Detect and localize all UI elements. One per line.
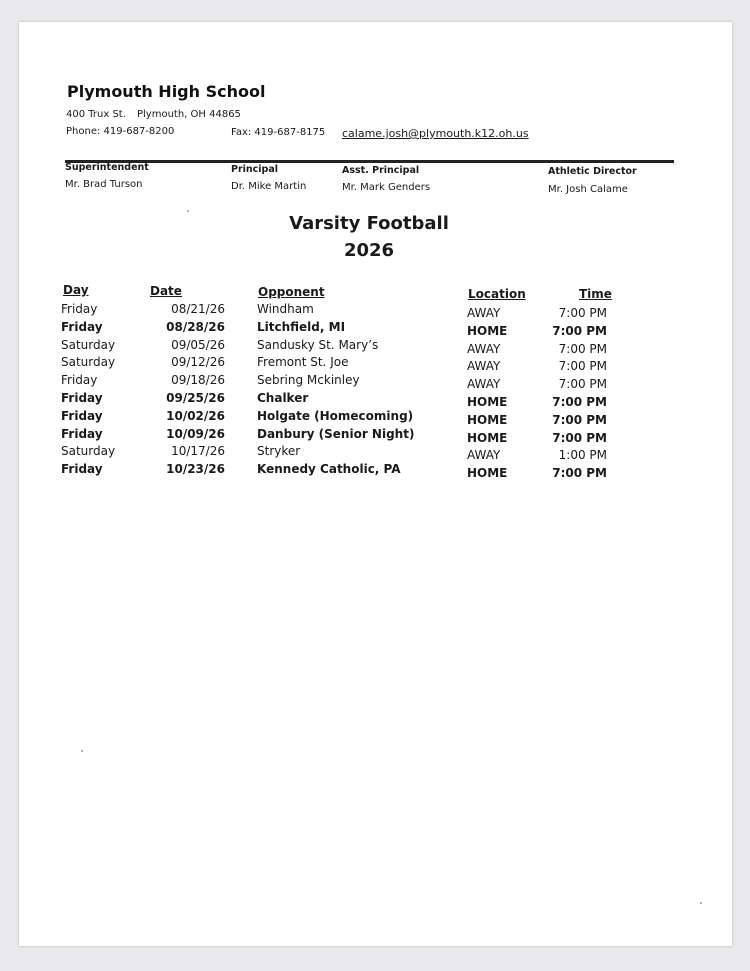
game-date-cell: 10/23/26 <box>166 462 225 477</box>
asst-principal-name: Mr. Mark Genders <box>342 182 431 193</box>
game-time-cell: 1:00 PM <box>558 448 607 463</box>
game-date-cell: 10/02/26 <box>166 408 225 423</box>
game-day-cell: Friday <box>61 373 98 388</box>
game-date-cell: 10/17/26 <box>171 444 225 459</box>
game-opponent-cell: Litchfield, MI <box>257 319 346 334</box>
column-header-day: Day <box>63 283 89 297</box>
game-location-cell: AWAY <box>467 306 501 320</box>
game-location-cell: AWAY <box>467 448 501 463</box>
game-opponent-cell: Windham <box>257 302 314 316</box>
game-opponent-cell: Sandusky St. Mary’s <box>257 337 379 352</box>
game-day-cell: Friday <box>61 408 103 423</box>
column-header-date: Date <box>150 284 182 298</box>
school-name: Plymouth High School <box>67 82 266 101</box>
scan-speck <box>700 902 702 904</box>
game-day-cell: Saturday <box>61 337 116 352</box>
street-address: 400 Trux St. <box>66 109 126 120</box>
game-day-cell: Friday <box>61 319 103 334</box>
game-day-cell: Saturday <box>61 355 116 370</box>
game-time-cell: 7:00 PM <box>552 430 607 445</box>
column-header-location: Location <box>468 287 526 301</box>
game-location-cell: AWAY <box>467 359 501 374</box>
game-time-cell: 7:00 PM <box>558 359 607 374</box>
principal-name: Dr. Mike Martin <box>231 181 307 192</box>
superintendent-name: Mr. Brad Turson <box>65 179 143 190</box>
game-location-cell: HOME <box>467 323 508 338</box>
scan-speck <box>187 210 189 212</box>
game-opponent-cell: Stryker <box>257 444 301 459</box>
document-page <box>19 22 732 946</box>
game-date-cell: 09/12/26 <box>171 355 225 370</box>
game-opponent-cell: Fremont St. Joe <box>257 355 349 370</box>
game-time-cell: 7:00 PM <box>552 412 607 427</box>
athletic-director-title: Athletic Director <box>548 166 637 177</box>
game-day-cell: Friday <box>61 302 98 316</box>
game-location-cell: AWAY <box>467 341 501 356</box>
email-link[interactable]: calame.josh@plymouth.k12.oh.us <box>342 127 529 140</box>
game-location-cell: AWAY <box>467 377 501 392</box>
phone-number: Phone: 419-687-8200 <box>66 126 175 137</box>
game-date-cell: 09/18/26 <box>171 373 225 388</box>
game-opponent-cell: Danbury (Senior Night) <box>257 426 415 441</box>
game-day-cell: Friday <box>61 426 103 441</box>
game-date-cell: 09/05/26 <box>171 337 225 352</box>
header-divider <box>65 160 674 163</box>
game-location-cell: HOME <box>467 430 508 445</box>
game-time-cell: 7:00 PM <box>552 395 607 409</box>
game-date-cell: 08/21/26 <box>171 302 225 316</box>
game-opponent-cell: Sebring Mckinley <box>257 373 360 388</box>
game-date-cell: 10/09/26 <box>166 426 225 441</box>
game-day-cell: Friday <box>61 462 103 477</box>
principal-title: Principal <box>231 164 279 175</box>
game-time-cell: 7:00 PM <box>558 341 607 356</box>
superintendent-title: Superintendent <box>65 162 149 173</box>
game-date-cell: 09/25/26 <box>166 391 225 405</box>
schedule-year: 2026 <box>343 240 395 261</box>
game-location-cell: HOME <box>467 395 508 409</box>
game-time-cell: 7:00 PM <box>558 377 607 392</box>
game-day-cell: Saturday <box>61 444 116 459</box>
fax-number: Fax: 419-687-8175 <box>231 127 326 138</box>
asst-principal-title: Asst. Principal <box>342 165 420 176</box>
game-location-cell: HOME <box>467 412 508 427</box>
scan-speck <box>81 750 83 752</box>
game-time-cell: 7:00 PM <box>552 466 607 481</box>
game-date-cell: 08/28/26 <box>166 319 225 334</box>
game-opponent-cell: Chalker <box>257 391 309 405</box>
game-location-cell: HOME <box>467 466 508 481</box>
game-time-cell: 7:00 PM <box>552 323 607 338</box>
column-header-time: Time <box>579 287 612 301</box>
city-address: Plymouth, OH 44865 <box>137 109 241 120</box>
athletic-director-name: Mr. Josh Calame <box>548 184 628 195</box>
game-opponent-cell: Holgate (Homecoming) <box>257 408 414 423</box>
game-time-cell: 7:00 PM <box>558 306 607 320</box>
game-day-cell: Friday <box>61 391 103 405</box>
schedule-title: Varsity Football <box>289 213 449 234</box>
column-header-opponent: Opponent <box>258 285 325 299</box>
game-opponent-cell: Kennedy Catholic, PA <box>257 462 401 477</box>
